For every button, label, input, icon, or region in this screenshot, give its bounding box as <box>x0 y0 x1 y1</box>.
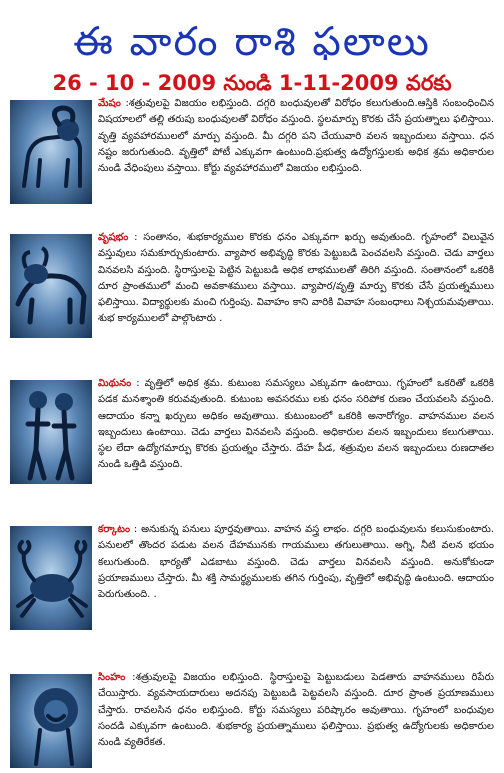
aries-ram-icon <box>10 100 92 204</box>
entry-text <box>98 96 494 214</box>
sign-name: కర్కాటం <box>98 524 131 535</box>
entry-karkatam <box>10 522 496 656</box>
date-range: 26 - 10 - 2009 నుండి 1-11-2009 వరకు <box>52 71 452 95</box>
entry-text <box>98 376 494 510</box>
gemini-twins-icon <box>10 380 92 484</box>
cancer-crab-icon <box>10 526 92 630</box>
entry-text <box>98 522 494 656</box>
prediction-text: : సంతానం, శుభకార్యముల కొరకు ధనం ఎక్కువగా ఖర్చు అవుతుంది. గృహంలో విలువైన వస్తువులు సమకూర్చుకుంటారు. వ్యాపార అభివృద్ధి కొరకు పెట్టుబడి పెంచవలసి వస్తుంది. చెడు వార్తలు వినవలసి వస్తుంది. స్థిరాస్తులపై పెట్టిన పెట్టుబడి అధిక లాభములతో తిరిగి వస్తుంది. సంతానంలో ఒకరికి దూర ప్రాంతములో మంచి అవకాశములు వస్తాయి. వ్యాపార/వృత్తి మార్పు కొరకు చేసే ప్రయత్నములు ఫలిస్తాయి. విద్యార్థులకు మంచి గుర్తింపు. వివాహం కాని వారికి వివాహ సంబంధాలు నిశ్చయమవుతాయి. శుభ కార్యములలో పాల్గొంటారు . <box>98 232 494 325</box>
taurus-bull-icon <box>10 234 92 338</box>
leo-lion-icon <box>10 674 92 768</box>
prediction-text: : అనుకున్న పనులు పూర్తవుతాయి. వాహన వస్త్ర లాభం. దగ్గరి బంధువులను కలుసుకుంటారు. పనులలో తొందర పడుట వలన దేహమునకు గాయములు తగులుతాయి. అగ్ని, నీటి వలన భయం కలుగుతుంది. భార్యతో ఎడబాటు వస్తుంది. చెడు వార్తలు వినవలసి వస్తుంది. అనుకోకుండా ప్రయాణములు చేస్తారు. మీ శక్తి సామర్థ్యములకు తగిన గుర్తింపు, వృత్తిలో అభివృద్ధి ఉంటుంది. ఆదాయం పెరుగుతుంది. . <box>98 524 494 601</box>
entry-simham <box>10 670 496 770</box>
sign-name: మేషం <box>98 98 121 109</box>
prediction-text: :శత్రువులపై విజయం లభిస్తుంది. దగ్గరి బంధువులతో విరోధం కలుగుతుంది.ఆస్తికి సంబంధించిన విషయాలలో తల్లి తరుపు బంధువులతో విరోధం వస్తుంది. స్థలమార్పు కొరకు చేసే ప్రయత్నాలు ఫలిస్తాయి. వృత్తి వ్యవహారములలో మార్పు వస్తుంది. మీ దగ్గరి పని చేయువారి వలన ఇబ్బందులు వస్తాయి. ధన నష్టం జరుగుతుంది. వృత్తిలో పోటీ ఎక్కువగా ఉంటుంది.ప్రభుత్వ ఉద్యోగస్తులకు అధిక శ్రమ అధికారుల నుండి వేధింపులు వస్తాయి. కోర్టు వ్యవహారములో విజయం లభిస్తుంది. <box>98 98 494 175</box>
entry-mesham <box>10 96 496 214</box>
page-title: ఈ వారం రాశి ఫలాలు <box>73 19 431 65</box>
entry-text <box>98 670 494 770</box>
entry-text <box>98 230 494 364</box>
sign-name: సింహం <box>98 672 126 683</box>
entry-vrushabham <box>10 230 496 364</box>
sign-name: మిథునం <box>98 378 132 389</box>
prediction-text: : వృత్తిలో అధిక శ్రమ. కుటుంబ సమస్యలు ఎక్కువగా ఉంటాయి. గృహంలో ఒకరితో ఒకరికి పడక మనశ్శాంతి కరువవుతుంది. కుటుంబ అవసరము లకు ధనం సరిపోక రుణం చేయవలసి వస్తుంది. ఆదాయం కన్నా ఖర్చులు అధికం అవుతాయి. కుటుంబంలో ఒకరికి అనారోగ్యం. వాహనముల వలన ఇబ్బందులు ఉంటాయి. చెడు వార్తలు వినవలసి వస్తుంది. అధికారుల వలన ఇబ్బందులు కలుగుతాయి. స్థల లేదా ఉద్యోగమార్పు కొరకు ప్రయత్నం చేస్తారు. దేహ పీడ, శత్రువుల వలన ఇబ్బందులు రుణదాతల నుండి ఒత్తిడి వస్తుంది. <box>98 378 494 471</box>
entry-mithunam <box>10 376 496 510</box>
prediction-text: :శత్రువులపై విజయం లభిస్తుంది. స్థిరాస్తులపై పెట్టుబడులు పెడతారు వాహనములు రిపేరు చేయిస్తారు. వ్యవసాయదారులు అదనపు పెట్టుబడి పెట్టవలసి వస్తుంది. దూర ప్రాంత ప్రయాణములు చేస్తారు. రావలసిన ధనం లభిస్తుంది. కోర్టు సమస్యలు పరిష్కారం అవుతాయి. గృహంలో బంధువుల సందడి ఎక్కువగా ఉంటుంది. శుభకార్య ప్రయత్నాములు ఫలిస్తాయి. ప్రభుత్వ ఉద్యోగులకు అధికారుల నుండి వ్యతిరేకత. <box>98 672 494 749</box>
sign-name: వృషభం <box>98 232 129 243</box>
